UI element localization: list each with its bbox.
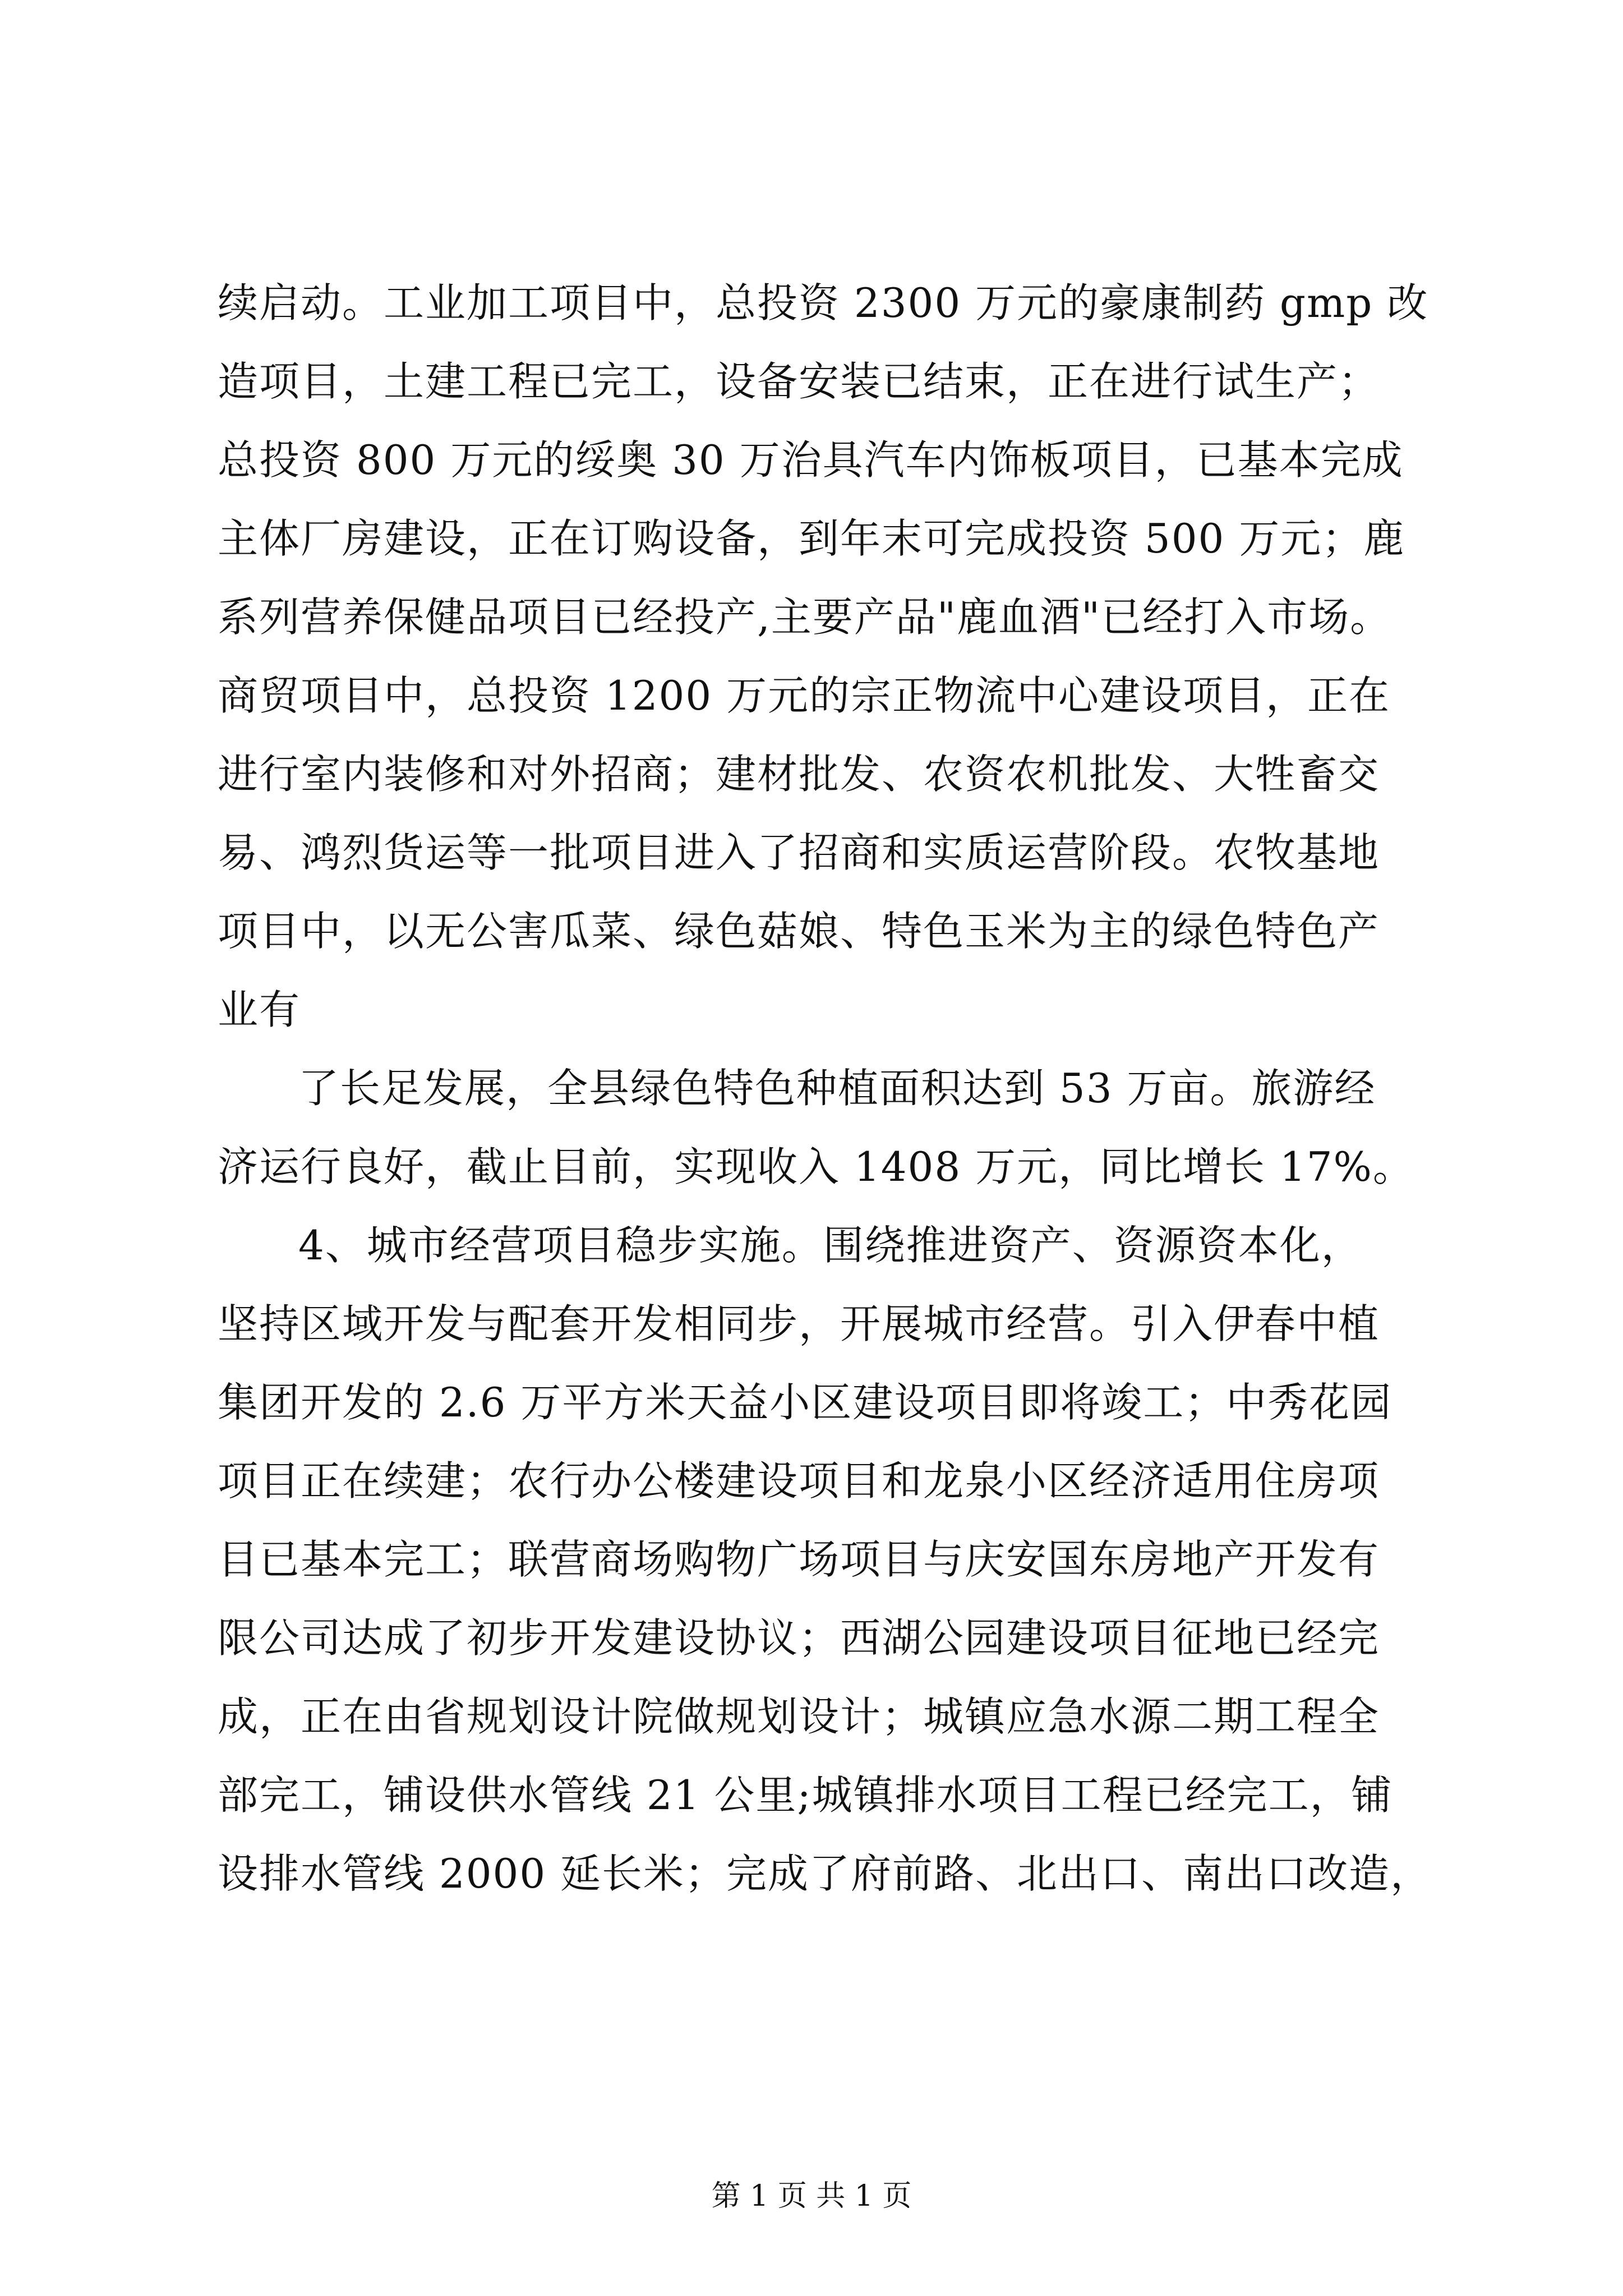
text-line: 成，正在由省规划设计院做规划设计；城镇应急水源二期工程全	[218, 1693, 1380, 1740]
text-line: 4、城市经营项目稳步实施。围绕推进资产、资源资本化，	[298, 1222, 1363, 1269]
text-line: 易、鸿烈货运等一批项目进入了招商和实质运营阶段。农牧基地	[218, 829, 1380, 876]
text-line: 进行室内装修和对外招商；建材批发、农资农机批发、大牲畜交	[218, 751, 1380, 798]
text-line: 业有	[218, 986, 301, 1033]
text-line: 项目正在续建；农行办公楼建设项目和龙泉小区经济适用住房项	[218, 1457, 1380, 1504]
text-line: 系列营养保健品项目已经投产,主要产品"鹿血酒"已经打入市场。	[218, 593, 1392, 641]
text-line: 续启动。工业加工项目中，总投资 2300 万元的豪康制药 gmp 改	[218, 279, 1429, 326]
body-text	[218, 264, 1432, 1913]
text-line: 了长足发展，全县绿色特色种植面积达到 53 万亩。旅游经	[298, 1065, 1376, 1112]
text-line: 限公司达成了初步开发建设协议；西湖公园建设项目征地已经完	[218, 1614, 1380, 1662]
text-line: 集团开发的 2.6 万平方米天益小区建设项目即将竣工；中秀花园	[218, 1379, 1393, 1426]
text-line: 部完工，铺设供水管线 21 公里;城镇排水项目工程已经完工，铺	[218, 1772, 1393, 1819]
text-line: 坚持区域开发与配套开发相同步，开展城市经营。引入伊春中植	[218, 1300, 1380, 1347]
text-line: 项目中，以无公害瓜菜、绿色菇娘、特色玉米为主的绿色特色产	[218, 908, 1380, 955]
page-footer: 第 1 页 共 1 页	[711, 2179, 912, 2213]
text-line: 造项目，土建工程已完工，设备安装已结束，正在进行试生产；	[218, 358, 1380, 405]
text-line: 主体厂房建设，正在订购设备，到年末可完成投资 500 万元；鹿	[218, 515, 1405, 562]
text-line: 目已基本完工；联营商场购物广场项目与庆安国东房地产开发有	[218, 1536, 1380, 1583]
text-line: 设排水管线 2000 延长米；完成了府前路、北出口、南出口改造，	[218, 1850, 1432, 1897]
text-line: 济运行良好，截止目前，实现收入 1408 万元，同比增长 17%。	[218, 1143, 1414, 1190]
text-line: 总投资 800 万元的绥奥 30 万治具汽车内饰板项目，已基本完成	[218, 436, 1404, 484]
text-line: 商贸项目中，总投资 1200 万元的宗正物流中心建设项目，正在	[218, 672, 1391, 719]
